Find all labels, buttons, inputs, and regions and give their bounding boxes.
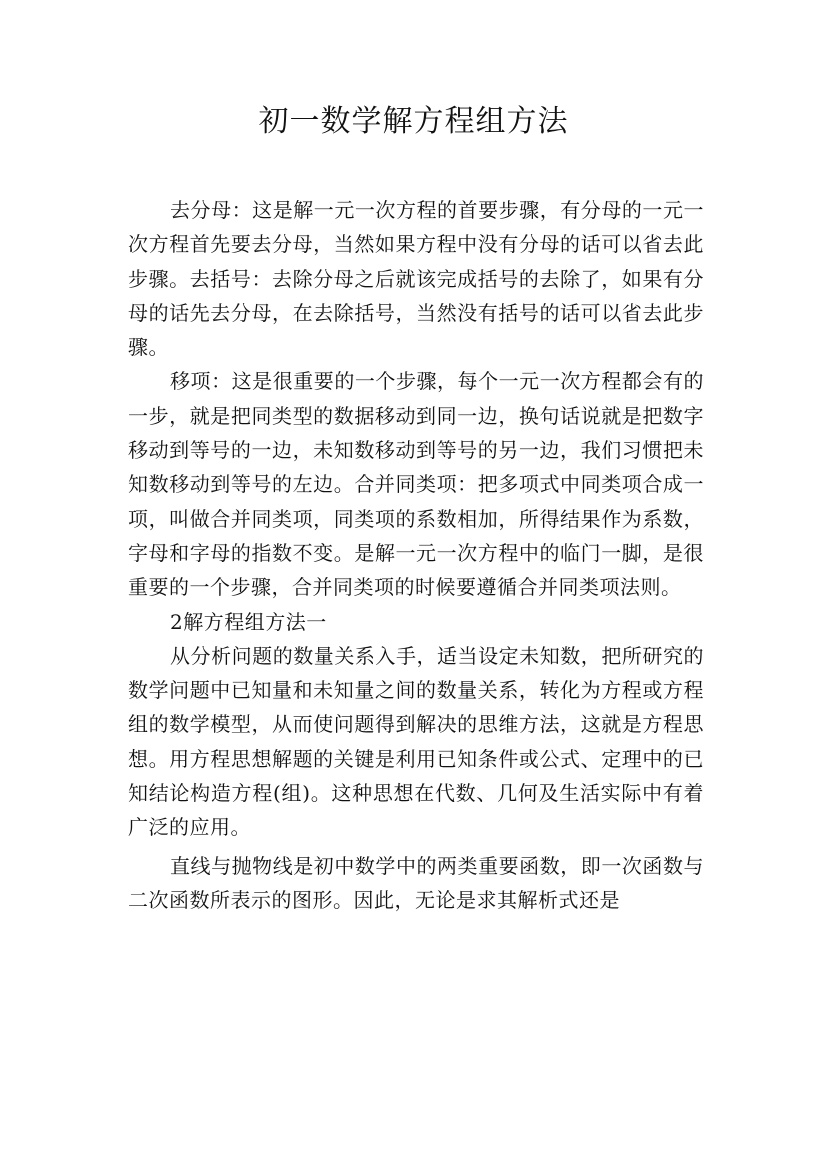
paragraph: 移项：这是很重要的一个步骤，每个一元一次方程都会有的一步，就是把同类型的数据移动到同一边，换句话说就是把数字移动到等号的一边，未知数移动到等号的另一边，我们习惯把未知数移动到等号的左边。合并同类项：把多项式中同类项合成一项，叫做合并同类项，同类项的系数相加，所得结果作为系数，字母和字母的指数不变。是解一元一次方程中的临门一脚，是很重要的一个步骤，合并同类项的时候要遵循合并同类项法则。 <box>128 369 704 600</box>
paragraph: 直线与抛物线是初中数学中的两类重要函数，即一次函数与二次函数所表示的图形。因此，无论是求其解析式还是 <box>128 853 704 912</box>
paragraph: 去分母：这是解一元一次方程的首要步骤，有分母的一元一次方程首先要去分母，当然如果方程中没有分母的话可以省去此步骤。去括号：去除分母之后就该完成括号的去除了，如果有分母的话先去分母，在去除括号，当然没有括号的话可以省去此步骤。 <box>128 198 704 360</box>
document-title: 初一数学解方程组方法 <box>258 104 569 139</box>
paragraph: 从分析问题的数量关系入手，适当设定未知数，把所研究的数学问题中已知量和未知量之间的数量关系，转化为方程或方程组的数学模型，从而使问题得到解决的思维方法，这就是方程思想。用方程思想解题的关键是利用已知条件或公式、定理中的已知结论构造方程(组)。这种思想在代数、几何及生活实际中有着广泛的应用。 <box>128 643 704 840</box>
section-heading: 2解方程组方法一 <box>170 609 327 634</box>
document-body <box>128 193 704 917</box>
